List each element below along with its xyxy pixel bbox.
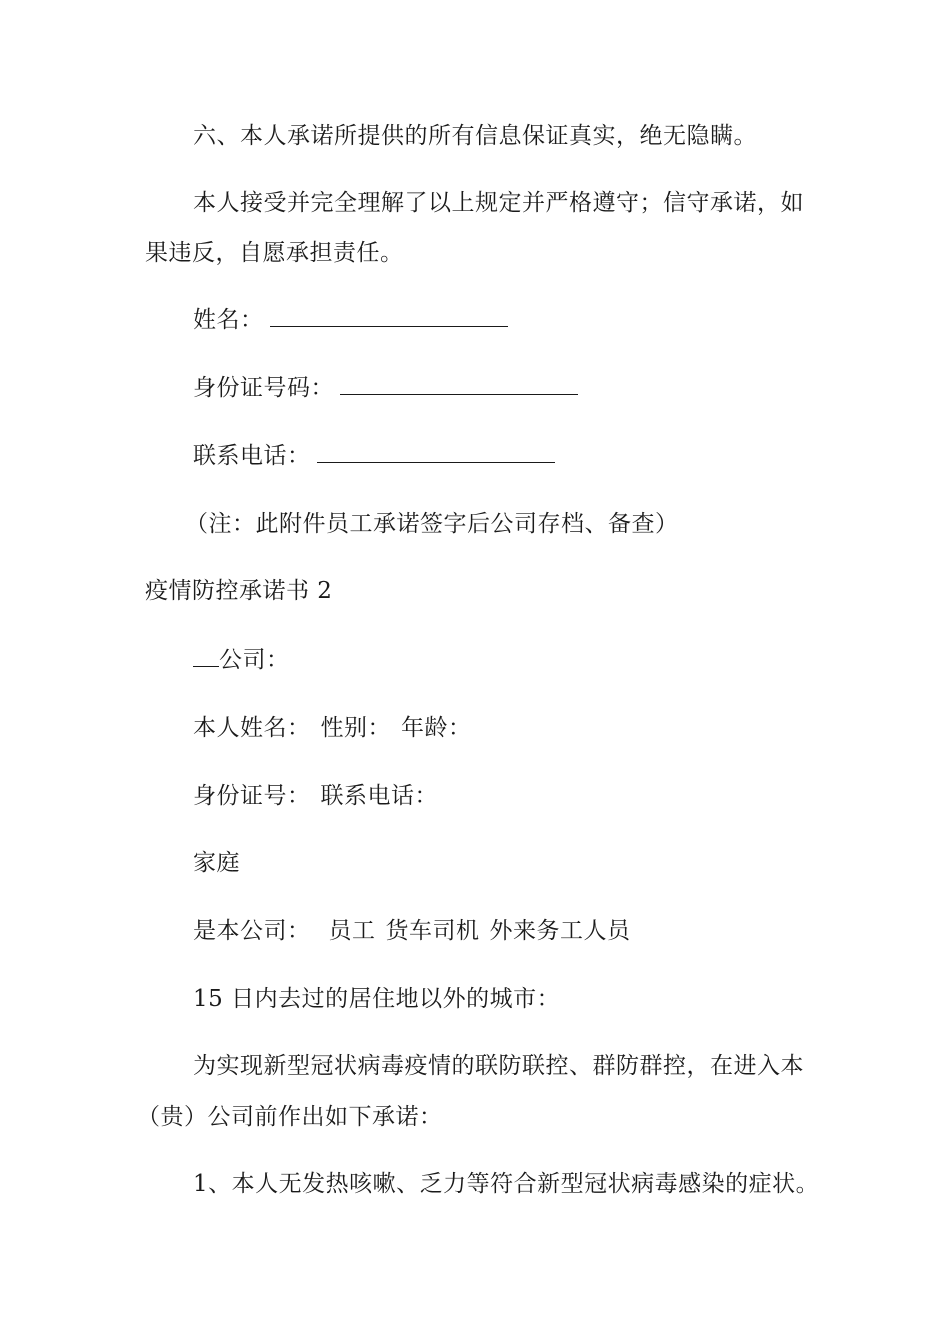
id-number-blank-line[interactable] <box>340 374 578 395</box>
role-driver: 货车司机 <box>385 918 480 944</box>
acceptance-line-2: 果违反，自愿承担责任。 <box>145 240 404 266</box>
role-label: 是本公司： <box>193 918 311 944</box>
name-blank-line[interactable] <box>270 306 508 327</box>
self-name-label: 本人姓名： <box>193 715 311 741</box>
archive-note: （注：此附件员工承诺签字后公司存档、备查） <box>185 511 679 537</box>
phone-blank-line[interactable] <box>317 442 555 463</box>
company-label: 公司： <box>219 647 290 673</box>
age-label: 年龄： <box>401 715 472 741</box>
name-label: 姓名： <box>193 307 264 333</box>
id-field-row <box>193 373 578 403</box>
role-outside-worker: 外来务工人员 <box>489 918 631 944</box>
section-2-title: 疫情防控承诺书 2 <box>145 578 333 604</box>
family-label: 家庭 <box>193 850 240 876</box>
role-row <box>193 916 631 946</box>
phone-label: 联系电话： <box>193 443 311 469</box>
phone-field-row <box>193 441 555 471</box>
name-field-row <box>193 305 508 335</box>
contact-info-row <box>193 781 438 811</box>
intro-line-2: （贵）公司前作出如下承诺： <box>137 1104 443 1130</box>
id-number-label: 身份证号码： <box>193 375 334 401</box>
commitment-item-1: 1、本人无发热咳嗽、乏力等符合新型冠状病毒感染的症状。 <box>193 1171 820 1197</box>
company-blank-line[interactable] <box>193 646 219 667</box>
item-6: 六、本人承诺所提供的所有信息保证真实，绝无隐瞒。 <box>193 123 757 149</box>
gender-label: 性别： <box>320 715 391 741</box>
role-employee: 员工 <box>328 918 376 944</box>
intro-line-1: 为实现新型冠状病毒疫情的联防联控、群防群控，在进入本 <box>193 1053 804 1079</box>
id-no-label: 身份证号： <box>193 783 311 809</box>
contact-phone-label: 联系电话： <box>320 783 438 809</box>
acceptance-line-1: 本人接受并完全理解了以上规定并严格遵守；信守承诺，如 <box>193 190 804 216</box>
company-line <box>193 645 290 675</box>
personal-info-row <box>193 713 472 743</box>
cities-visited-label: 15 日内去过的居住地以外的城市： <box>193 986 561 1012</box>
